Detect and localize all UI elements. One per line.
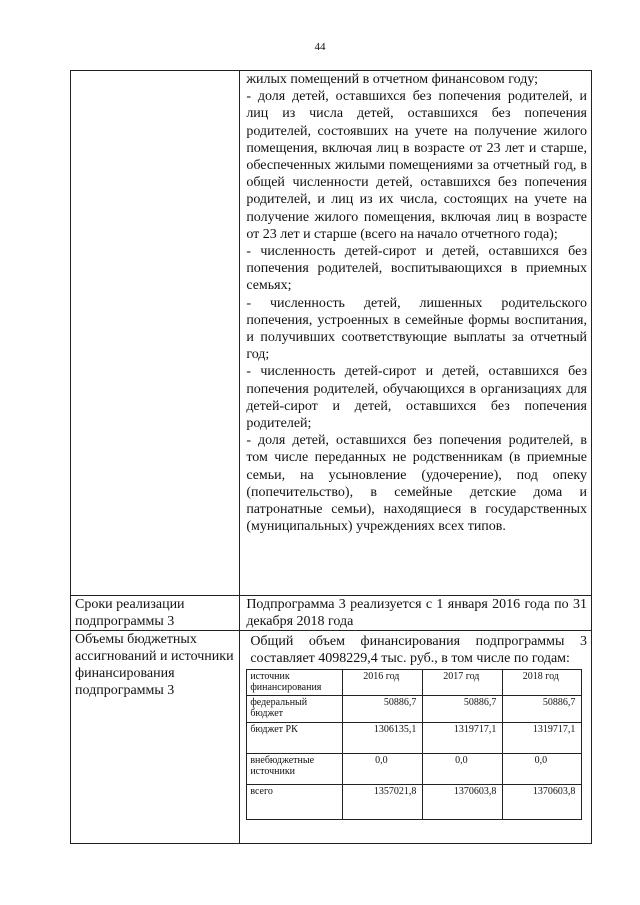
indicators-text (240, 71, 591, 535)
table-row (247, 754, 582, 785)
passport-table (70, 70, 592, 844)
terms-label-cell (71, 596, 240, 631)
cell-2018: 50886,7 (503, 696, 582, 723)
page-number: 44 (314, 41, 326, 53)
indicator-line: - численность детей, лишенных родительского попечения, устроенных в семейные формы воспитания, и получивших соответствующие выплаты за отчетный год; (246, 295, 587, 363)
indicator-line: - численность детей-сирот и детей, оставшихся без попечения родителей, воспитывающихся в приемных семьях; (246, 244, 587, 294)
funding-table (246, 669, 582, 820)
cell-2016: 1357021,8 (343, 785, 423, 820)
cell-2017: 1319717,1 (423, 723, 503, 754)
terms-value-cell (240, 596, 592, 631)
terms-label: Сроки реализации подпрограммы 3 (75, 597, 185, 629)
cell-2016: 50886,7 (343, 696, 423, 723)
terms-row (71, 596, 592, 631)
cell-2016: 0,0 (343, 754, 423, 785)
header-2018: 2018 год (503, 670, 582, 696)
indicators-row (71, 71, 592, 596)
funding-value-cell (240, 631, 592, 844)
funding-row (71, 631, 592, 844)
indicator-line: - численность детей-сирот и детей, оставшихся без попечения родителей, обучающихся в организациях для детей-сирот и детей, оставшихся без попечения родителей; (246, 364, 587, 432)
indicator-line: жилых помещений в отчетном финансовом году; (246, 72, 539, 87)
indicator-line: - доля детей, оставшихся без попечения родителей, и лиц из числа детей, оставшихся без попечения родителей, состоявших на учете на получение жилого помещения, включая лиц в возрасте от 23 лет и старше, обеспеченных жилыми помещениями за отчетный год, в общей численности детей, оставшихся без попечения родителей, и лиц из их числа, состоящих на учете на получение жилого помещения, включая лиц в возрасте от 23 лет и старше (всего на начало отчетного года); (246, 89, 587, 242)
row-source: всего (247, 785, 343, 820)
row-source: бюджет РК (247, 723, 343, 754)
funding-summary: Общий объем финансирования подпрограммы 3 составляет 4098229,4 тыс. руб., в том числе по годам: (250, 634, 587, 667)
header-source: источник финансирования (247, 670, 343, 696)
funding-label: Объемы бюджетных ассигнований и источники финансирования подпрограммы 3 (75, 632, 234, 699)
terms-value: Подпрограмма 3 реализуется с 1 января 2016 года по 31 декабря 2018 года (246, 597, 587, 630)
header-2017: 2017 год (423, 670, 503, 696)
cell-2016: 1306135,1 (343, 723, 423, 754)
cell-2018: 1370603,8 (503, 785, 582, 820)
table-row (247, 785, 582, 820)
funding-label-cell (71, 631, 240, 844)
indicators-label-cell (71, 71, 240, 596)
indicators-value-cell (240, 71, 592, 596)
header-2016: 2016 год (343, 670, 423, 696)
row-source: внебюджетные источники (247, 754, 343, 785)
cell-2017: 0,0 (423, 754, 503, 785)
cell-2018: 0,0 (503, 754, 582, 785)
cell-2017: 50886,7 (423, 696, 503, 723)
row-source: федеральный бюджет (247, 696, 343, 723)
table-row (247, 696, 582, 723)
funding-table-header (247, 670, 582, 696)
cell-2018: 1319717,1 (503, 723, 582, 754)
table-row (247, 723, 582, 754)
indicator-line: - доля детей, оставшихся без попечения родителей, в том числе переданных не родственникам (в приемные семьи, на усыновление (удочерение), под опеку (попечительство), в семейные детские дома и патронатные семьи), находящиеся в государственных (муниципальных) учреждениях всех типов. (246, 433, 587, 535)
cell-2017: 1370603,8 (423, 785, 503, 820)
